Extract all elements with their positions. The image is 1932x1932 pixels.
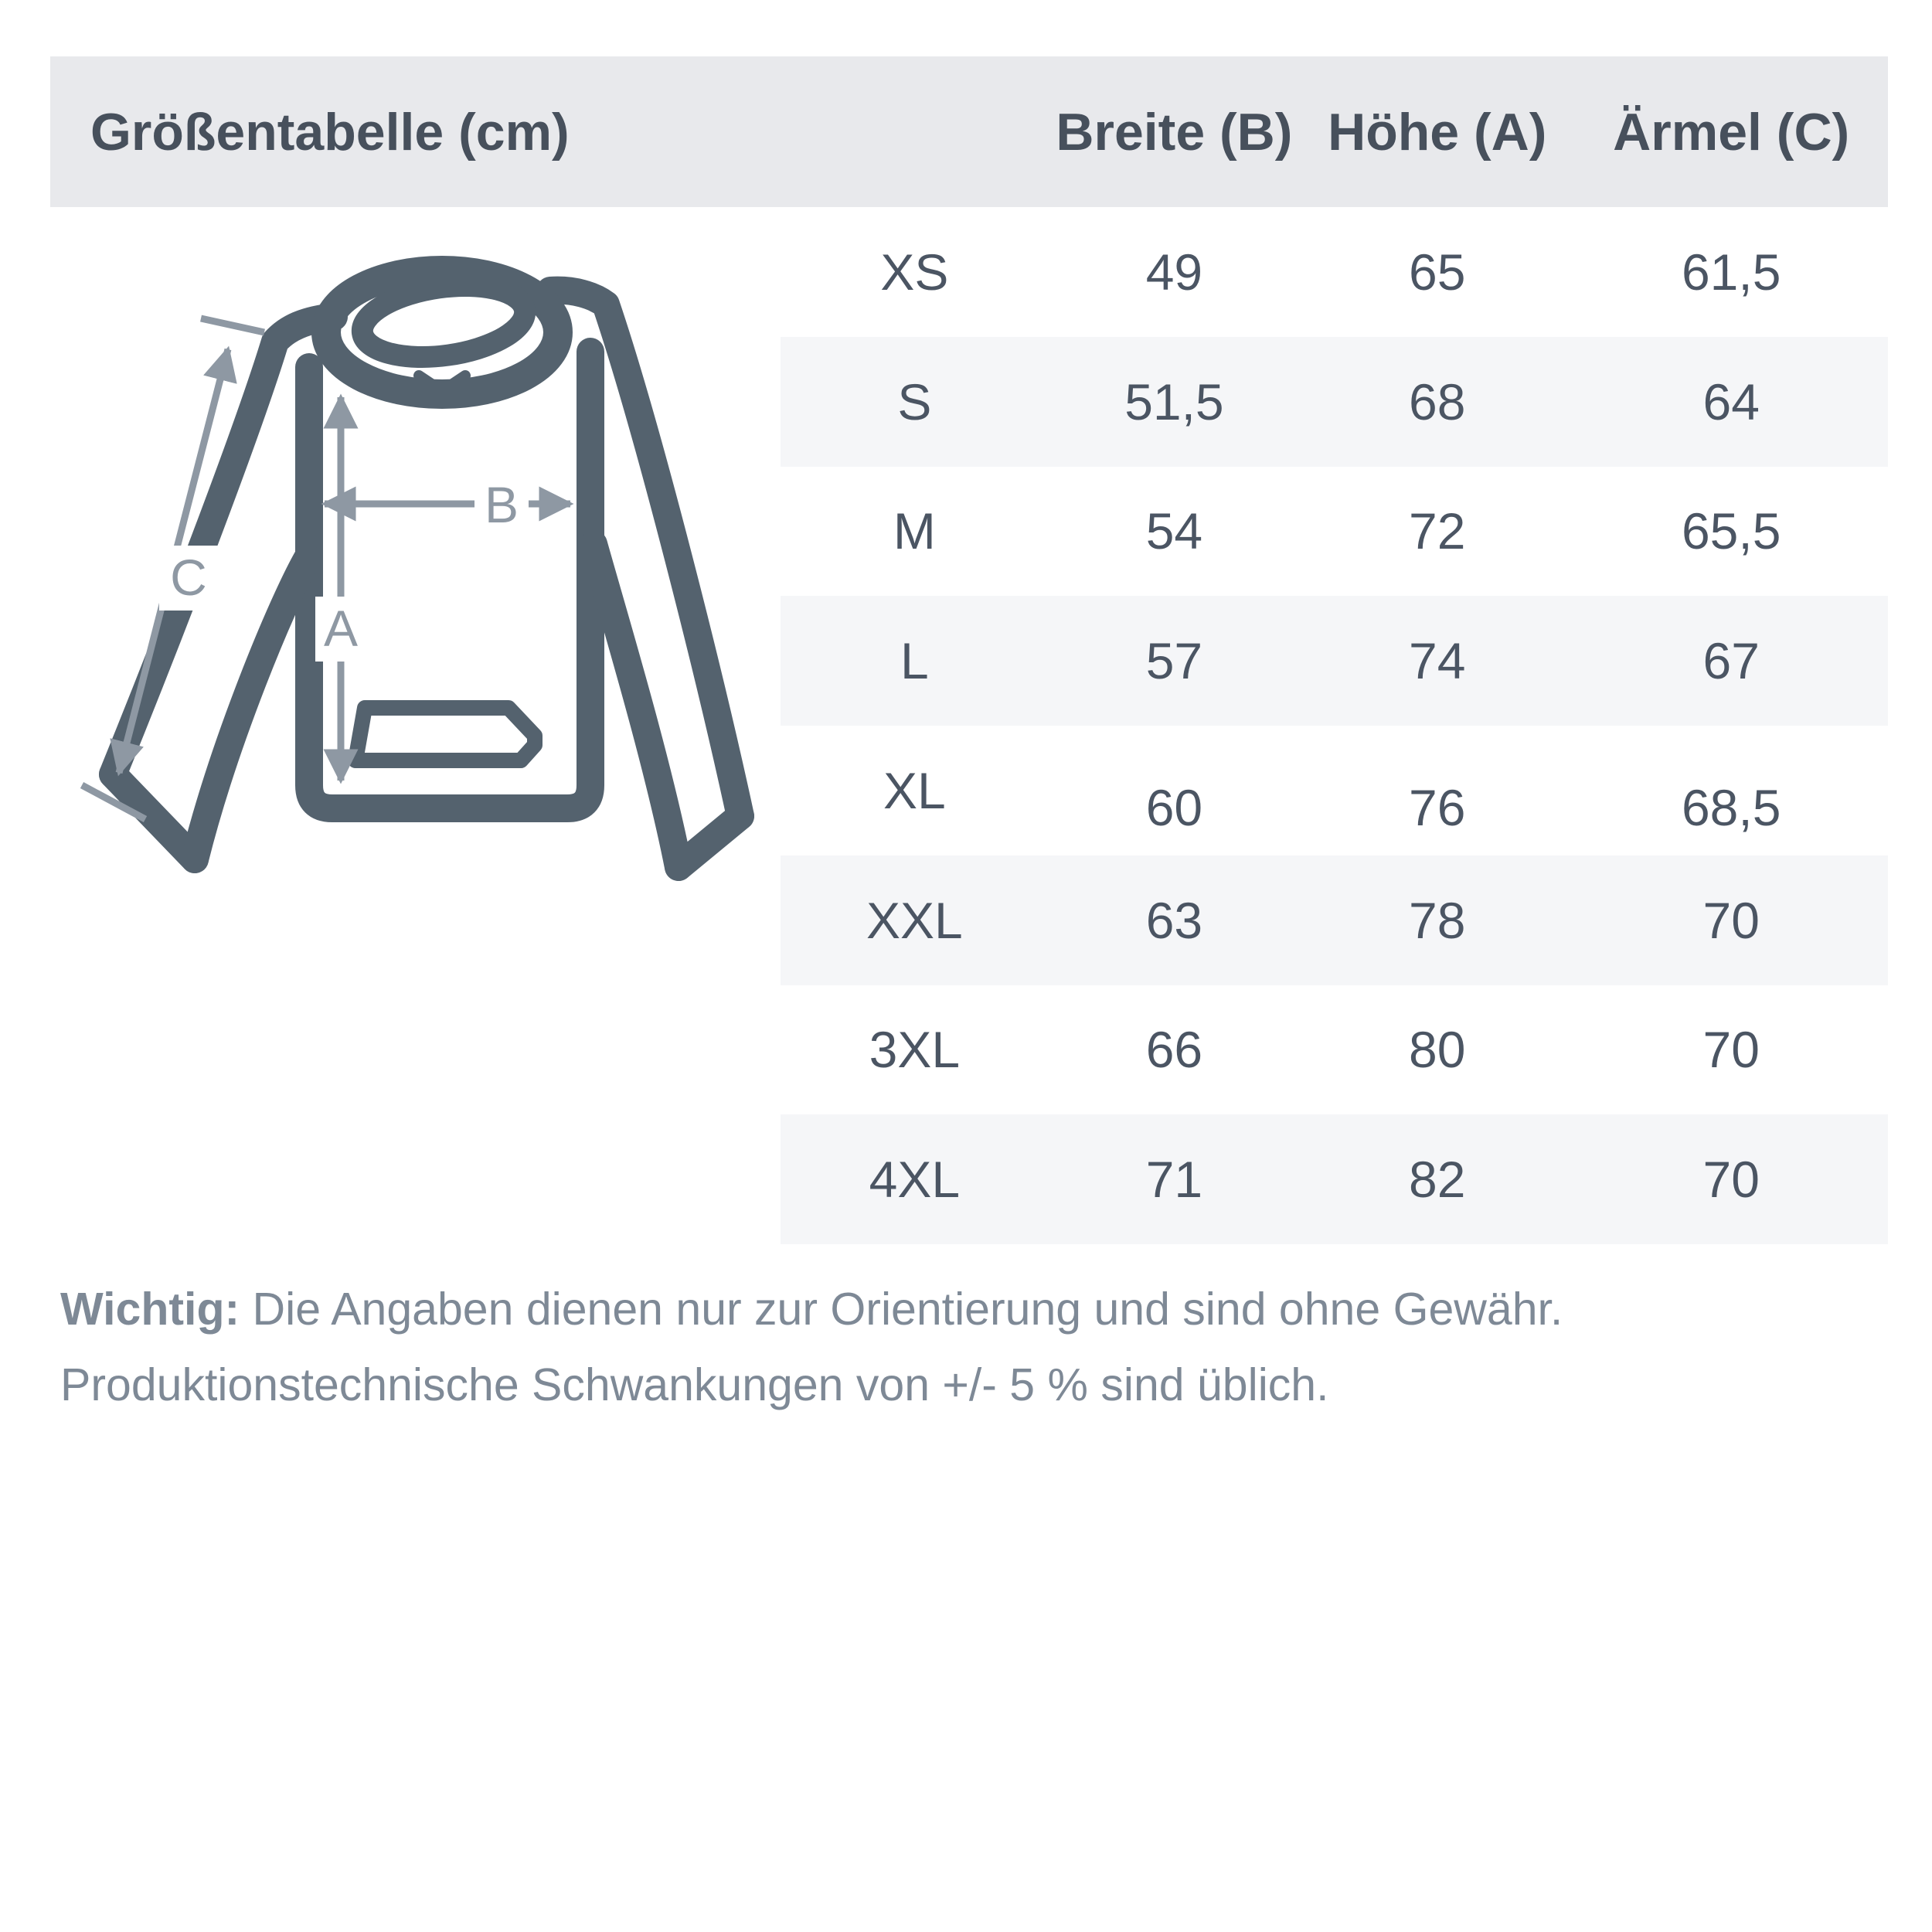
hoehe-cell: 80: [1409, 1021, 1466, 1079]
breite-cell: 51,5: [1124, 372, 1224, 430]
aermel-cell: 70: [1702, 891, 1760, 949]
table-row: [781, 1114, 1888, 1244]
hoehe-cell: 74: [1409, 632, 1466, 690]
aermel-cell: 67: [1702, 632, 1760, 690]
column-header-aermel: Ärmel (C): [1613, 102, 1850, 162]
breite-cell: 71: [1145, 1151, 1203, 1209]
aermel-cell: 65,5: [1681, 502, 1781, 560]
column-header-breite: Breite (B): [1056, 102, 1293, 162]
aermel-cell: 70: [1702, 1151, 1760, 1209]
hoodie-left-cuff: [113, 774, 195, 859]
hoehe-cell: 76: [1409, 778, 1466, 836]
hoodie-hood: [326, 270, 558, 394]
size-cell: XL: [883, 761, 946, 819]
footer-note-bold: Wichtig:: [60, 1284, 240, 1335]
column-header-hoehe: Höhe (A): [1328, 102, 1547, 162]
size-cell: M: [893, 502, 936, 560]
label-b: B: [484, 476, 519, 533]
hoodie-measurement-diagram: [62, 201, 773, 927]
table-row: [781, 596, 1888, 726]
table-row: [781, 467, 1888, 597]
table-row: [781, 985, 1888, 1115]
size-cell: S: [897, 372, 932, 430]
footer-note-line1: [60, 1284, 1563, 1335]
label-c: C: [170, 549, 207, 606]
table-row: [781, 337, 1888, 467]
size-cell: 3XL: [869, 1021, 961, 1079]
footer-note-line2: Produktionstechnische Schwankungen von +/- 5 % sind üblich.: [60, 1359, 1329, 1410]
breite-cell: 57: [1145, 632, 1203, 690]
size-cell: L: [900, 632, 929, 690]
table-row: [781, 207, 1888, 337]
aermel-cell: 70: [1702, 1021, 1760, 1079]
table-row: [781, 855, 1888, 985]
hoodie-right-sleeve-inner: [594, 544, 679, 867]
breite-cell: 60: [1145, 778, 1203, 836]
size-table-header: [50, 56, 1888, 207]
hoehe-cell: 72: [1409, 502, 1466, 560]
size-cell: 4XL: [869, 1151, 961, 1209]
arrow-c-top-tick: [201, 318, 264, 332]
size-cell: XS: [880, 243, 949, 301]
size-table-title: Größentabelle (cm): [90, 102, 570, 162]
breite-cell: 49: [1145, 243, 1203, 301]
size-table-body: [781, 207, 1888, 1244]
table-row: [781, 726, 1888, 855]
breite-cell: 63: [1145, 891, 1203, 949]
hoodie-pocket: [355, 708, 535, 760]
aermel-cell: 64: [1702, 372, 1760, 430]
hoehe-cell: 65: [1409, 243, 1466, 301]
size-table-column-headers: [781, 56, 1888, 207]
hoehe-cell: 78: [1409, 891, 1466, 949]
footer-note-rest: Die Angaben dienen nur zur Orientierung und sind ohne Gewähr.: [240, 1284, 1563, 1335]
breite-cell: 54: [1145, 502, 1203, 560]
aermel-cell: 61,5: [1681, 243, 1781, 301]
label-a: A: [323, 600, 359, 657]
breite-cell: 66: [1145, 1021, 1203, 1079]
size-cell: XXL: [866, 891, 963, 949]
hoehe-cell: 82: [1409, 1151, 1466, 1209]
footer-note: [60, 1271, 1861, 1423]
aermel-cell: 68,5: [1681, 778, 1781, 836]
hoehe-cell: 68: [1409, 372, 1466, 430]
